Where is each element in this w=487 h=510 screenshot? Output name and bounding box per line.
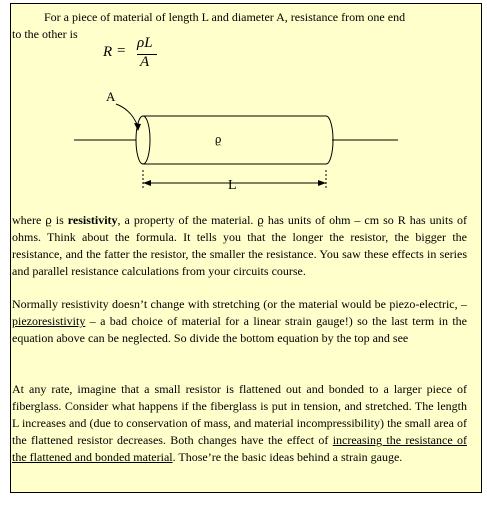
p1-rho-symbol-2: ϱ xyxy=(257,214,264,227)
p2-text-1: Normally resistivity doesn’t change with stretching (or the material would be piezo-electric, – xyxy=(12,297,467,311)
intro-line-2: to the other is xyxy=(12,27,78,41)
length-arrow-left xyxy=(143,180,151,186)
length-arrow-right xyxy=(318,180,326,186)
intro-line-1: For a piece of material of length L and diameter A, resistance from one end xyxy=(44,10,406,24)
p2-text-2: – a bad choice of material for a linear strain gauge!) so the last term in the equation above can be neglected. So divide the bottom equation by the top and see xyxy=(12,314,467,345)
p1-text-3: , a property of the material. xyxy=(117,213,258,227)
formula-numerator: ρL xyxy=(137,35,153,51)
label-rho: ϱ xyxy=(215,133,222,146)
label-length: L xyxy=(228,178,237,193)
p1-text-2: is xyxy=(51,213,68,227)
area-arrowhead xyxy=(134,123,141,131)
paragraph-strain-gauge xyxy=(12,381,467,466)
p1-text-4: has units of ohm – cm so R has units of ohms. Think about the formula. It tells you that the longer the resistor, the bigger the resistance, and the fatter the resistor, the smaller the resistance. You saw these effects in series and parallel resistance calculations from your circuits course. xyxy=(12,213,467,278)
cylinder-left-end xyxy=(136,116,150,164)
label-area: A xyxy=(106,89,116,104)
p2-underlined-term: piezoresistivity xyxy=(12,314,86,328)
formula-equals: = xyxy=(117,43,126,59)
p3-underlined-phrase: increasing the resistance of the flattened and bonded material xyxy=(12,433,467,464)
formula-lhs: R xyxy=(103,44,113,60)
paragraph-piezoresistivity xyxy=(12,296,467,347)
p1-rho-symbol: ϱ xyxy=(45,214,52,227)
p1-bold-term: resistivity xyxy=(67,213,118,227)
formula-denominator: A xyxy=(140,54,150,70)
p1-text-1: where xyxy=(12,213,46,227)
p3-text-2: . Those’re the basic ideas behind a strain gauge. xyxy=(172,450,403,464)
p3-text-1: At any rate, imagine that a small resistor is flattened out and bonded to a larger piece of fiberglass. Consider what happens if the fiberglass is put in tension, and stretched. The length L increases and (due to conservation of mass, and material incompressibility) the small area of the flattened resistor decreases. Both changes have the effect of xyxy=(12,382,467,447)
paragraph-resistivity xyxy=(12,212,467,280)
cylinder-right-end xyxy=(326,116,333,164)
